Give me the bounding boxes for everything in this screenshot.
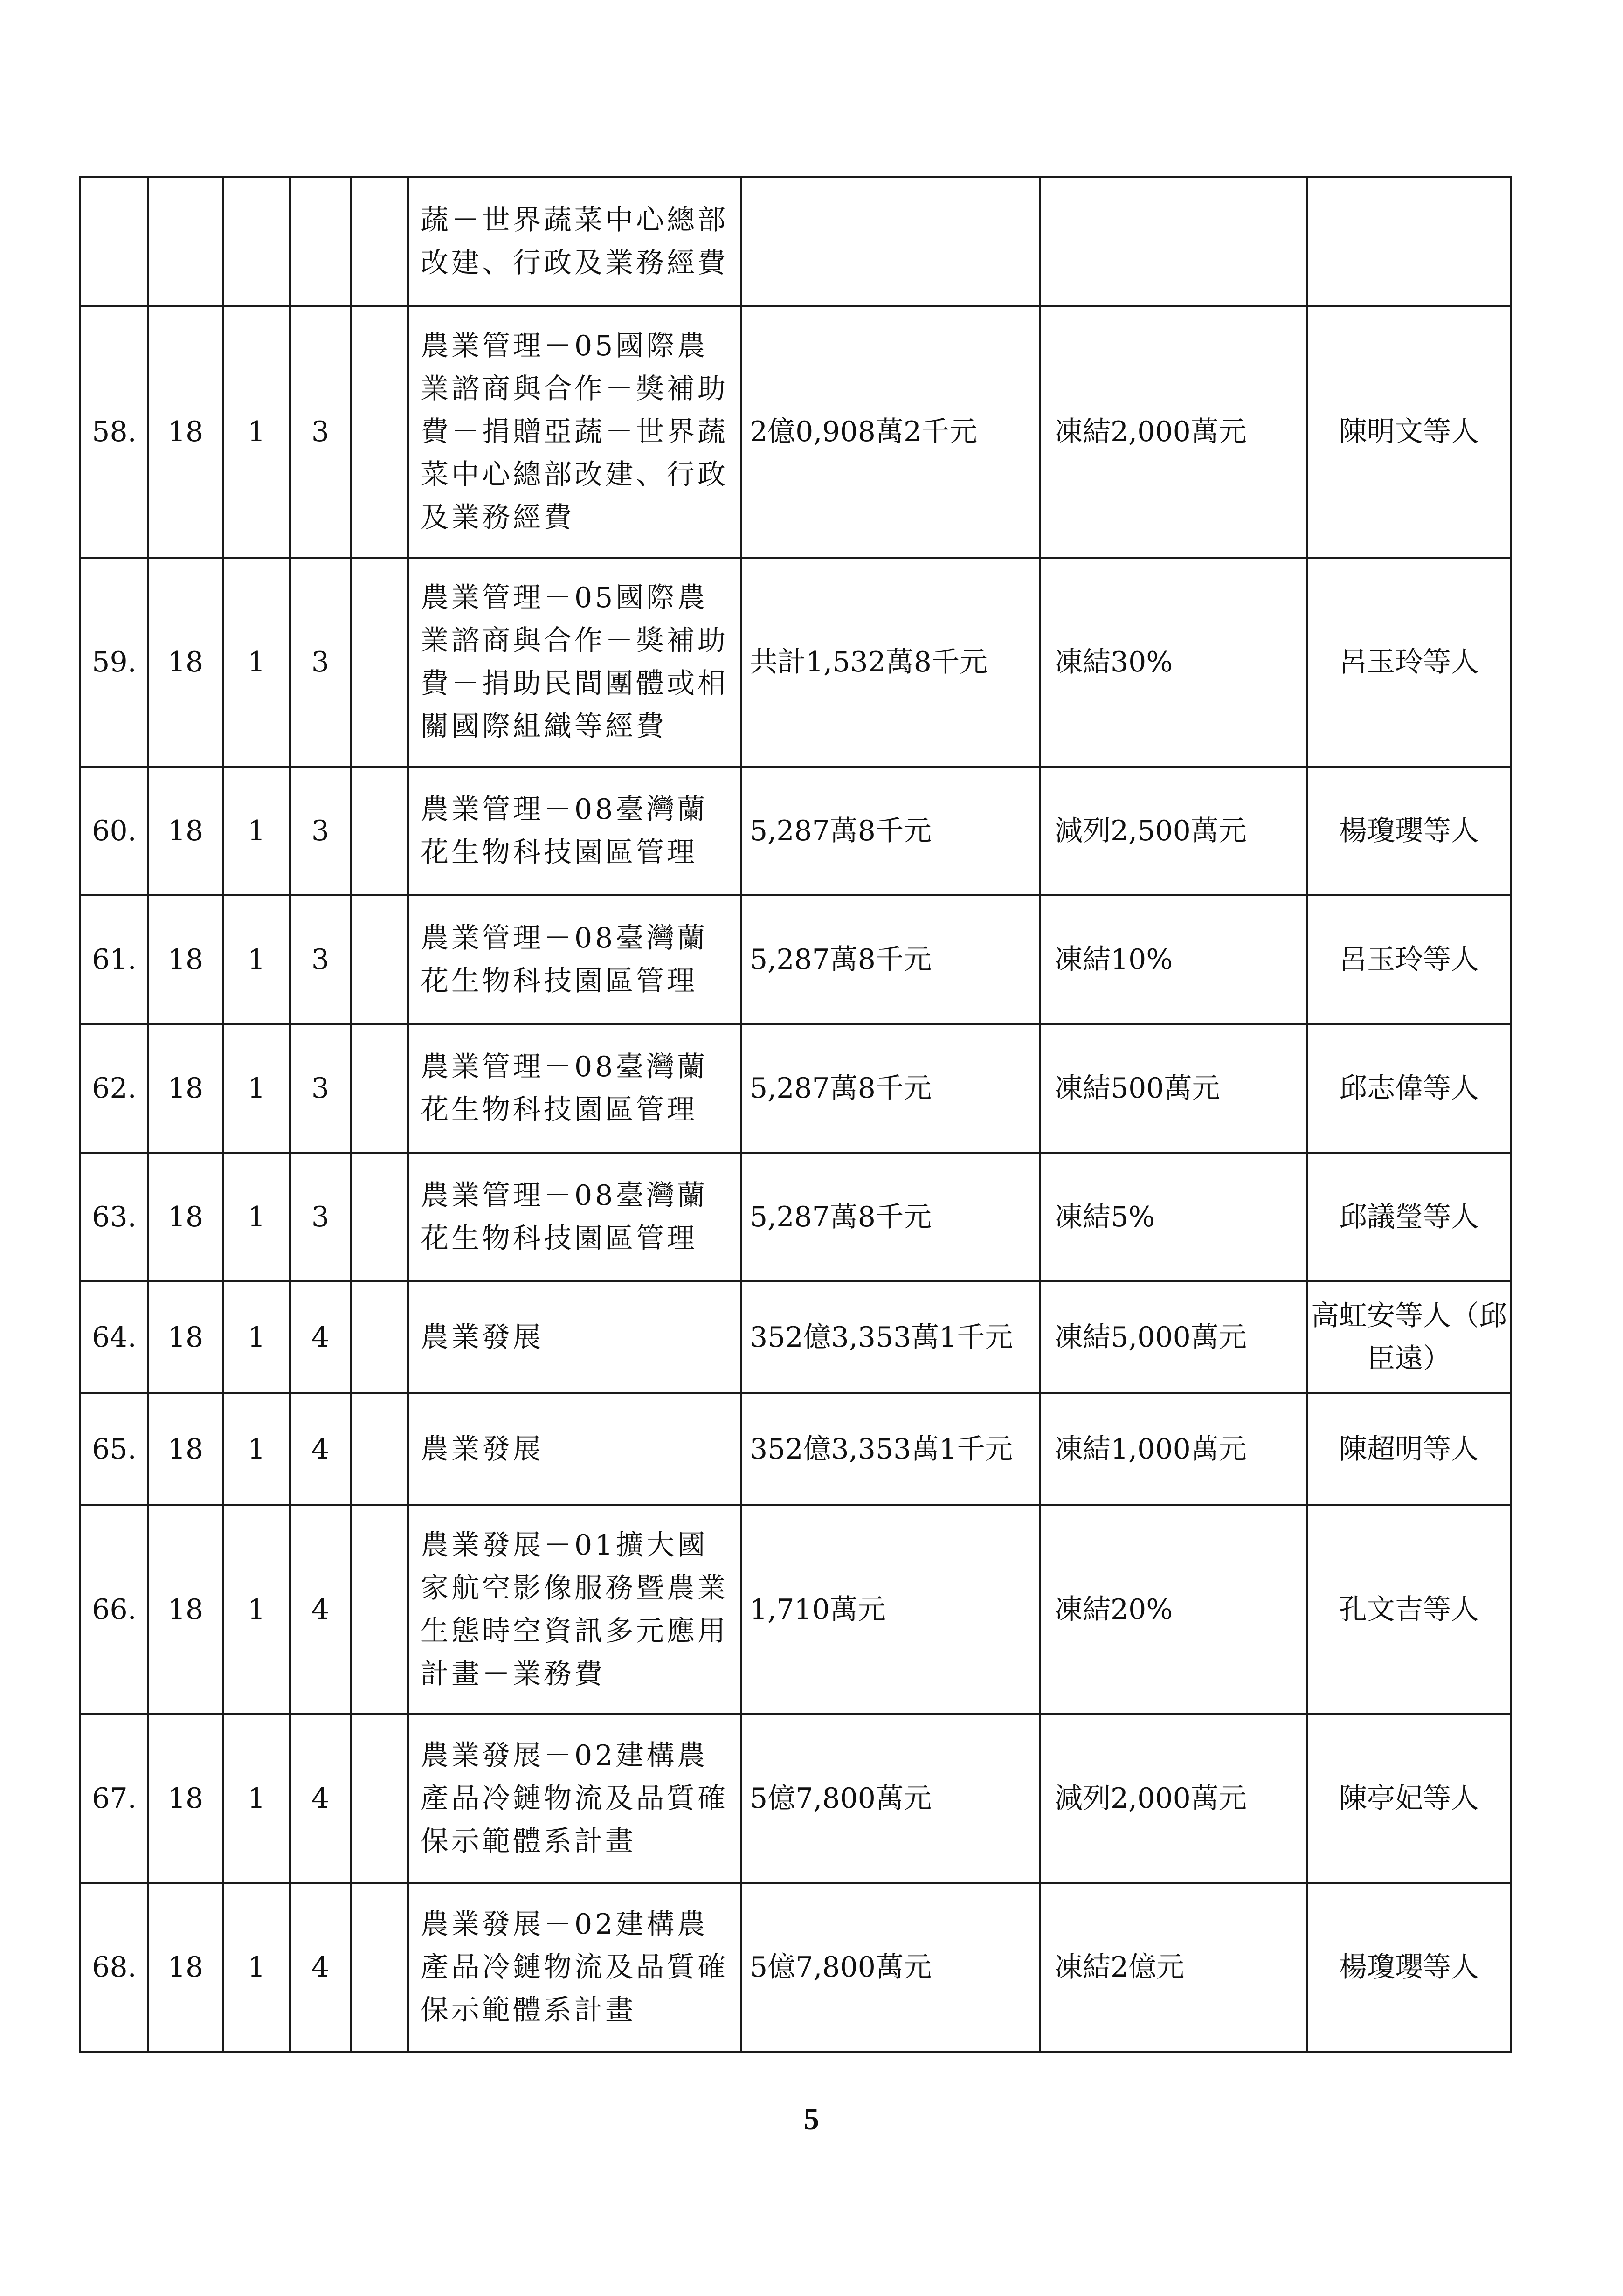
amount-cell: 5,287萬8千元 [741,1024,1040,1153]
code-cell [351,1714,408,1883]
code-cell: 4 [290,1714,351,1883]
table-row [80,1281,1511,1393]
code-cell: 1 [223,1153,290,1281]
action-cell: 減列2,000萬元 [1040,1714,1307,1883]
code-cell: 4 [290,1281,351,1393]
code-cell: 18 [148,767,223,895]
proposer-cell: 楊瓊瓔等人 [1307,1883,1511,2052]
code-cell: 18 [148,306,223,558]
budget-item-cell: 農業管理－08臺灣蘭花生物科技園區管理 [408,767,741,895]
code-cell: 1 [223,767,290,895]
code-cell [351,1393,408,1505]
amount-cell: 5,287萬8千元 [741,895,1040,1024]
code-cell: 3 [290,895,351,1024]
code-cell: 18 [148,1281,223,1393]
code-cell: 3 [290,1153,351,1281]
code-cell: 1 [223,558,290,767]
code-cell: 18 [148,1505,223,1714]
code-cell [351,767,408,895]
code-cell: 3 [290,306,351,558]
code-cell: 18 [148,1393,223,1505]
code-cell: 1 [223,1281,290,1393]
amount-cell: 1,710萬元 [741,1505,1040,1714]
budget-item-cell: 農業管理－08臺灣蘭花生物科技園區管理 [408,1153,741,1281]
action-cell: 凍結1,000萬元 [1040,1393,1307,1505]
code-cell [351,558,408,767]
table-row [80,177,1511,306]
code-cell [351,306,408,558]
budget-item-cell: 農業發展－01擴大國家航空影像服務暨農業生態時空資訊多元應用計畫－業務費 [408,1505,741,1714]
code-cell: 18 [148,895,223,1024]
code-cell [223,177,290,306]
action-cell: 凍結5% [1040,1153,1307,1281]
code-cell [351,1281,408,1393]
code-cell: 3 [290,1024,351,1153]
row-number-cell: 59. [80,558,148,767]
action-cell: 凍結30% [1040,558,1307,767]
table-row [80,895,1511,1024]
code-cell [351,177,408,306]
action-cell: 凍結5,000萬元 [1040,1281,1307,1393]
row-number-cell: 68. [80,1883,148,2052]
table-row [80,767,1511,895]
code-cell: 4 [290,1393,351,1505]
row-number-cell [80,177,148,306]
code-cell: 4 [290,1505,351,1714]
table-body [80,177,1511,2052]
table-row [80,1393,1511,1505]
budget-item-cell: 農業管理－05國際農業諮商與合作－獎補助費－捐助民間團體或相關國際組織等經費 [408,558,741,767]
row-number-cell: 67. [80,1714,148,1883]
action-cell: 減列2,500萬元 [1040,767,1307,895]
action-cell: 凍結20% [1040,1505,1307,1714]
budget-item-cell: 農業管理－05國際農業諮商與合作－獎補助費－捐贈亞蔬－世界蔬菜中心總部改建、行政及業務經費 [408,306,741,558]
code-cell: 18 [148,1024,223,1153]
amount-cell: 5億7,800萬元 [741,1883,1040,2052]
proposer-cell: 陳亭妃等人 [1307,1714,1511,1883]
amount-cell: 5,287萬8千元 [741,767,1040,895]
table-row [80,1714,1511,1883]
table-row [80,306,1511,558]
code-cell [290,177,351,306]
proposer-cell: 陳明文等人 [1307,306,1511,558]
table-row [80,1024,1511,1153]
code-cell: 3 [290,558,351,767]
table-row [80,1153,1511,1281]
row-number-cell: 60. [80,767,148,895]
code-cell [148,177,223,306]
row-number-cell: 65. [80,1393,148,1505]
page-number: 5 [804,2102,819,2136]
code-cell: 18 [148,1153,223,1281]
code-cell [351,1153,408,1281]
code-cell: 3 [290,767,351,895]
proposer-cell [1307,177,1511,306]
budget-item-cell: 蔬－世界蔬菜中心總部改建、行政及業務經費 [408,177,741,306]
code-cell: 1 [223,1883,290,2052]
code-cell [351,1883,408,2052]
code-cell [351,1505,408,1714]
amount-cell: 352億3,353萬1千元 [741,1393,1040,1505]
table-row [80,1883,1511,2052]
code-cell: 1 [223,306,290,558]
budget-item-cell: 農業發展－02建構農產品冷鏈物流及品質確保示範體系計畫 [408,1883,741,2052]
action-cell: 凍結2,000萬元 [1040,306,1307,558]
row-number-cell: 62. [80,1024,148,1153]
table-row [80,558,1511,767]
proposer-cell: 呂玉玲等人 [1307,558,1511,767]
code-cell: 4 [290,1883,351,2052]
row-number-cell: 61. [80,895,148,1024]
budget-item-cell: 農業發展 [408,1281,741,1393]
code-cell: 18 [148,1883,223,2052]
code-cell: 18 [148,1714,223,1883]
code-cell: 1 [223,1024,290,1153]
code-cell: 1 [223,1505,290,1714]
table-row [80,1505,1511,1714]
budget-item-cell: 農業發展－02建構農產品冷鏈物流及品質確保示範體系計畫 [408,1714,741,1883]
action-cell [1040,177,1307,306]
action-cell: 凍結2億元 [1040,1883,1307,2052]
proposer-cell: 楊瓊瓔等人 [1307,767,1511,895]
row-number-cell: 64. [80,1281,148,1393]
code-cell: 18 [148,558,223,767]
amount-cell: 共計1,532萬8千元 [741,558,1040,767]
code-cell [351,895,408,1024]
proposer-cell: 邱志偉等人 [1307,1024,1511,1153]
code-cell [351,1024,408,1153]
row-number-cell: 66. [80,1505,148,1714]
budget-item-cell: 農業管理－08臺灣蘭花生物科技園區管理 [408,1024,741,1153]
amount-cell: 352億3,353萬1千元 [741,1281,1040,1393]
proposer-cell: 陳超明等人 [1307,1393,1511,1505]
amount-cell: 5億7,800萬元 [741,1714,1040,1883]
code-cell: 1 [223,1714,290,1883]
action-cell: 凍結500萬元 [1040,1024,1307,1153]
amount-cell: 5,287萬8千元 [741,1153,1040,1281]
row-number-cell: 63. [80,1153,148,1281]
action-cell: 凍結10% [1040,895,1307,1024]
proposer-cell: 邱議瑩等人 [1307,1153,1511,1281]
code-cell: 1 [223,895,290,1024]
code-cell: 1 [223,1393,290,1505]
budget-motion-table [79,176,1512,2053]
proposer-cell: 呂玉玲等人 [1307,895,1511,1024]
budget-item-cell: 農業管理－08臺灣蘭花生物科技園區管理 [408,895,741,1024]
amount-cell: 2億0,908萬2千元 [741,306,1040,558]
budget-item-cell: 農業發展 [408,1393,741,1505]
proposer-cell: 孔文吉等人 [1307,1505,1511,1714]
row-number-cell: 58. [80,306,148,558]
proposer-cell: 高虹安等人（邱臣遠） [1307,1281,1511,1393]
amount-cell [741,177,1040,306]
